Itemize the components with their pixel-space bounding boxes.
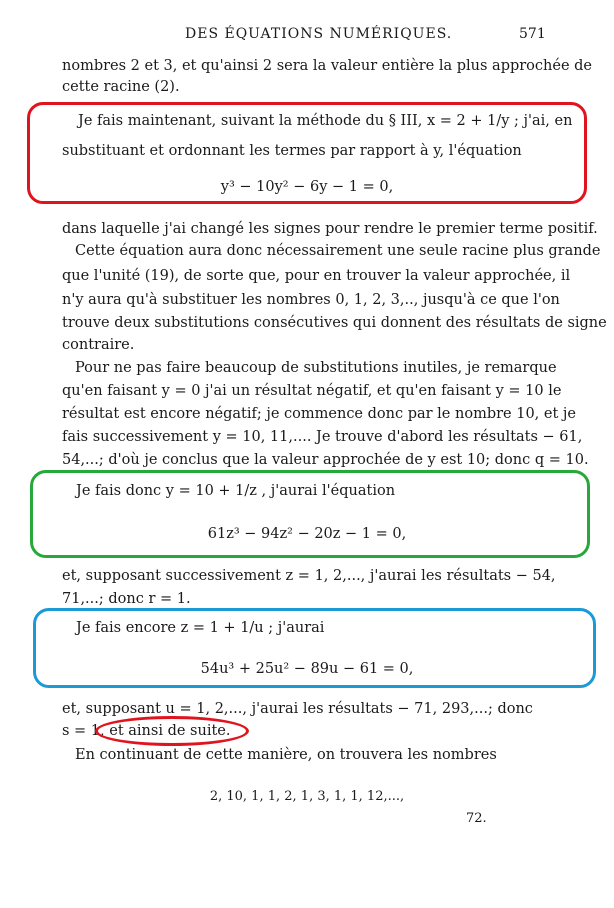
text-line: Je fais maintenant, suivant la méthode du § III, x = 2 + 1/y ; j'ai, en (78, 113, 573, 129)
text-line: et, supposant u = 1, 2,..., j'aurai les résultats − 71, 293,...; donc (62, 701, 533, 717)
text-line: Pour ne pas faire beaucoup de substitutions inutiles, je remarque (75, 360, 557, 376)
text-line: Cette équation aura donc nécessairement une seule racine plus grande (75, 243, 601, 259)
text-line: En continuant de cette manière, on trouvera les nombres (75, 747, 497, 763)
text-line: fais successivement y = 10, 11,.... Je trouve d'abord les résultats − 61, (62, 429, 583, 445)
running-header (0, 26, 614, 46)
text-line: Je fais encore z = 1 + 1/u ; j'aurai (76, 620, 325, 636)
page-number: 571 (519, 26, 546, 42)
text-line: nombres 2 et 3, et qu'ainsi 2 sera la valeur entière la plus approchée de (62, 58, 593, 74)
text-line: s = 1, et ainsi de suite. (62, 723, 231, 739)
text-line: contraire. (62, 337, 135, 353)
continued-fraction-terms: 2, 10, 1, 1, 2, 1, 3, 1, 1, 12,..., (209, 789, 405, 804)
text-line: résultat est encore négatif; je commence donc par le nombre 10, et je (62, 406, 576, 422)
text-line: Je fais donc y = 10 + 1/z , j'aurai l'équation (76, 483, 396, 499)
text-line: n'y aura qu'à substituer les nombres 0, 1, 2, 3,.., jusqu'à ce que l'on (62, 292, 560, 308)
equation-u: 54u³ + 25u² − 89u − 61 = 0, (200, 661, 414, 677)
text-line: substituant et ordonnant les termes par rapport à y, l'équation (62, 143, 522, 159)
text-line: et, supposant successivement z = 1, 2,..., j'aurai les résultats − 54, (62, 568, 556, 584)
text-line: dans laquelle j'ai changé les signes pour rendre le premier terme positif. (62, 221, 598, 237)
running-title: DES ÉQUATIONS NUMÉRIQUES. (185, 26, 453, 42)
equation-z: 61z³ − 94z² − 20z − 1 = 0, (207, 526, 407, 542)
equation-y: y³ − 10y² − 6y − 1 = 0, (220, 179, 394, 195)
text-line: qu'en faisant y = 0 j'ai un résultat négatif, et qu'en faisant y = 10 le (62, 383, 562, 399)
text-line: 71,...; donc r = 1. (62, 591, 191, 607)
text-line: trouve deux substitutions consécutives qui donnent des résultats de signe (62, 315, 607, 331)
text-line: 54,...; d'où je conclus que la valeur approchée de y est 10; donc q = 10. (62, 452, 589, 468)
red-highlight-ellipse (95, 716, 249, 746)
footer-catchword: 72. (466, 811, 487, 826)
text-line: cette racine (2). (62, 79, 180, 95)
text-line: que l'unité (19), de sorte que, pour en trouver la valeur approchée, il (62, 268, 571, 284)
